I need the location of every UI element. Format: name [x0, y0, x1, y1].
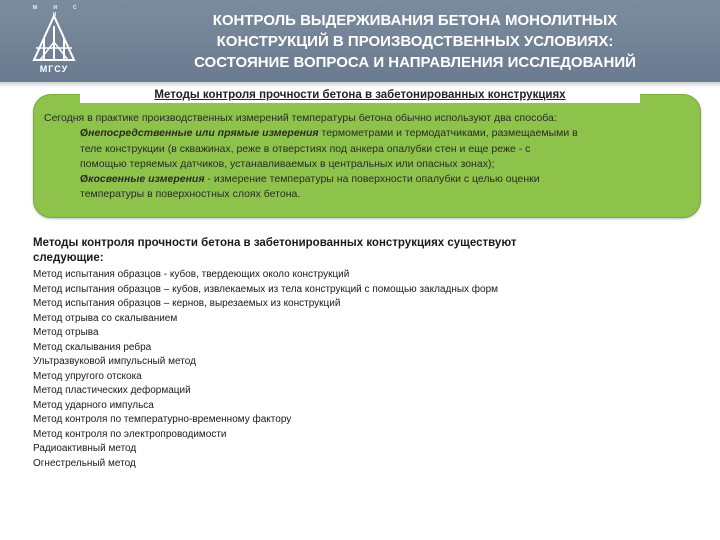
page-title: [130, 10, 700, 73]
list-item: Метод испытания образцов – кубов, извлекаемых из тела конструкций с помощью закладных форм: [33, 283, 499, 295]
list-item: Метод отрыва со скалыванием: [33, 312, 178, 324]
box-text: [44, 111, 694, 203]
title-line: КОНСТРУКЦИЙ В ПРОИЗВОДСТВЕННЫХ УСЛОВИЯХ:: [216, 33, 614, 50]
item-text: помощью теряемых датчиков, устанавливаемых в центральных или опасных зонах);: [80, 157, 495, 170]
arrow-bullet-icon: Ø: [80, 173, 89, 186]
box-intro: Сегодня в практике производственных измерений температуры бетона обычно используют два способа:: [44, 112, 557, 124]
section-title-line: Методы контроля прочности бетона в забетонированных конструкциях существуют: [33, 237, 517, 249]
list-item: Метод контроля по температурно-временному фактору: [33, 414, 292, 425]
list-item: Метод ударного импульса: [33, 399, 154, 411]
title-line: КОНТРОЛЬ ВЫДЕРЖИВАНИЯ БЕТОНА МОНОЛИТНЫХ: [212, 12, 618, 29]
item-text: теле конструкции (в скважинах, реже в отверстиях под анкера опалубки стен и еще реже - с: [80, 142, 531, 155]
section-title-line: следующие:: [33, 252, 104, 264]
list-item: Ультразвуковой импульсный метод: [33, 356, 196, 367]
list-item: Огнестрельный метод: [33, 457, 136, 469]
header-bar: [0, 0, 720, 82]
item-text: термометрами и термодатчиками, размещаемыми в: [318, 127, 578, 140]
list-item: Метод пластических деформаций: [33, 385, 191, 396]
list-item: Метод скалывания ребра: [33, 341, 152, 353]
item-text: температуры в поверхностных слоях бетона.: [80, 188, 301, 201]
title-line: СОСТОЯНИЕ ВОПРОСА И НАПРАВЛЕНИЯ ИССЛЕДОВАНИЙ: [194, 54, 636, 71]
arrow-bullet-icon: Ø: [80, 127, 89, 140]
logo-letters: м и с и: [32, 4, 84, 18]
item-text: - измерение температуры на поверхности опалубки с целью оценки: [204, 173, 540, 186]
list-item: [44, 172, 694, 187]
section-title: [33, 236, 693, 266]
direct-measurement-term: непосредственные или прямые измерения: [88, 127, 319, 140]
building-logo-icon: [30, 14, 78, 64]
list-item: [44, 126, 694, 141]
university-logo: [26, 4, 82, 80]
logo-caption: МГСУ: [39, 64, 69, 74]
list-item: Радиоактивный метод: [33, 443, 137, 454]
box-heading: Методы контроля прочности бетона в забетонированных конструкциях: [80, 88, 640, 103]
list-item: Метод контроля по электропроводимости: [33, 428, 227, 440]
indirect-measurement-term: косвенные измерения: [88, 173, 205, 186]
list-item: Метод упругого отскока: [33, 370, 142, 382]
list-item: Метод отрыва: [33, 327, 99, 338]
list-item: Метод испытания образцов – кернов, вырезаемых из конструкций: [33, 298, 341, 309]
methods-list: [33, 268, 693, 471]
list-item: Метод испытания образцов - кубов, твердеющих около конструкций: [33, 269, 350, 280]
